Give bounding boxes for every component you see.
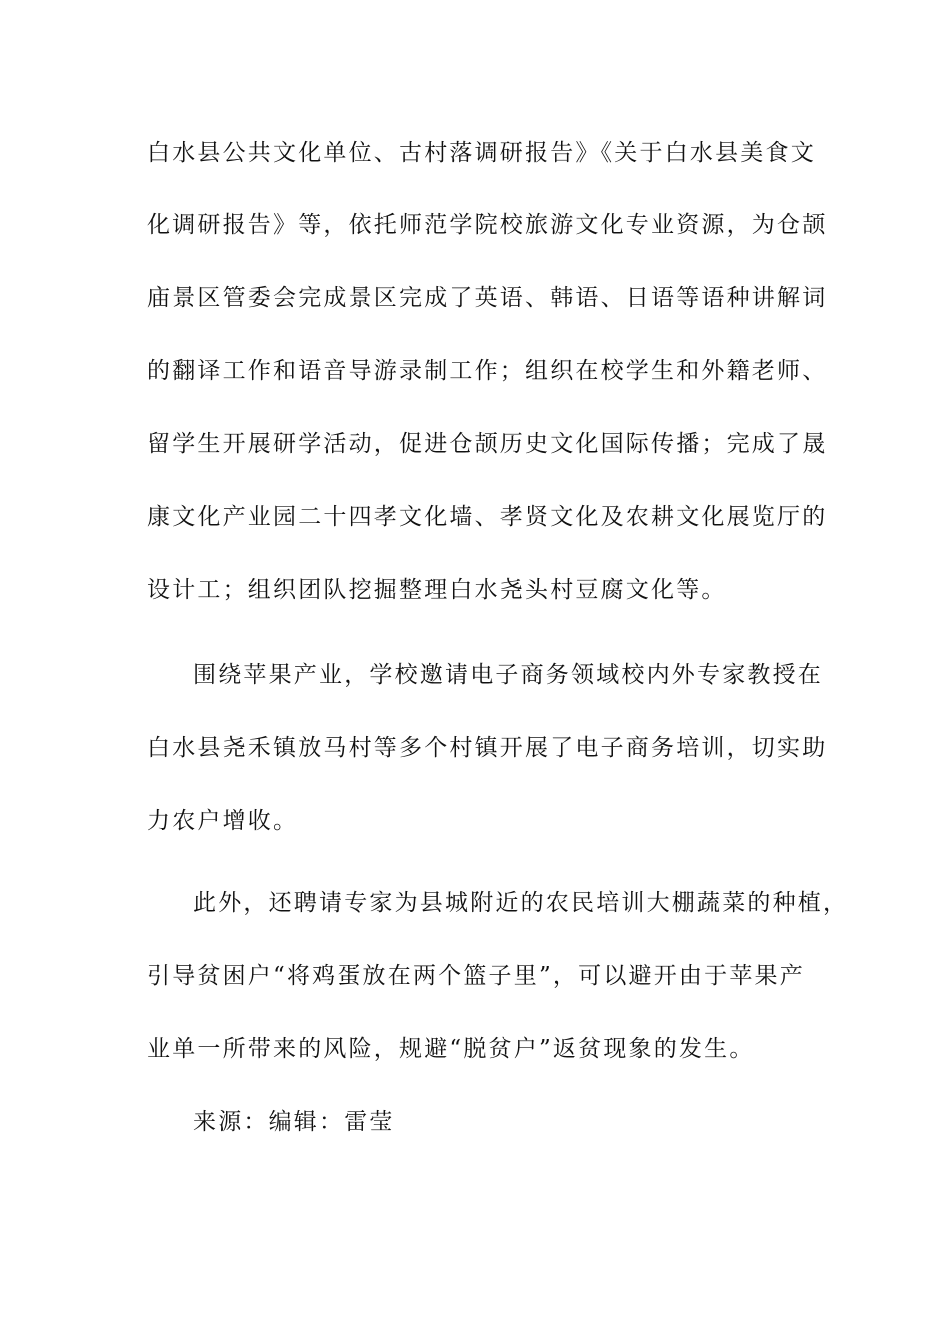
paragraph-2-line-1: 围绕苹果产业，学校邀请电子商务领域校内外专家教授在 <box>193 662 823 688</box>
source-editor-line: 来源：编辑：雷莹 <box>193 1109 395 1135</box>
paragraph-1-line-2: 化调研报告》等，依托师范学院校旅游文化专业资源，为仓颉 <box>147 212 828 238</box>
paragraph-1-line-6: 康文化产业园二十四孝文化墙、孝贤文化及农耕文化展览厅的 <box>147 504 828 530</box>
paragraph-1-line-3: 庙景区管委会完成景区完成了英语、韩语、日语等语种讲解词 <box>147 285 828 311</box>
paragraph-2-line-2: 白水县尧禾镇放马村等多个村镇开展了电子商务培训，切实助 <box>147 735 828 761</box>
paragraph-3-line-3: 业单一所带来的风险，规避“脱贫户”返贫现象的发生。 <box>147 1036 755 1062</box>
paragraph-3-line-1: 此外，还聘请专家为县城附近的农民培训大棚蔬菜的种植， <box>193 890 849 916</box>
paragraph-3-line-2: 引导贫困户“将鸡蛋放在两个篮子里”，可以避开由于苹果产 <box>147 963 805 989</box>
paragraph-2-line-3: 力农户增收。 <box>147 808 299 834</box>
paragraph-1-line-4: 的翻译工作和语音导游录制工作；组织在校学生和外籍老师、 <box>147 358 828 384</box>
paragraph-1-line-5: 留学生开展研学活动，促进仓颉历史文化国际传播；完成了晟 <box>147 431 828 457</box>
paragraph-1-line-7: 设计工；组织团队挖掘整理白水尧头村豆腐文化等。 <box>147 577 727 603</box>
paragraph-1-line-1: 白水县公共文化单位、古村落调研报告》《关于白水县美食文 <box>147 140 816 166</box>
